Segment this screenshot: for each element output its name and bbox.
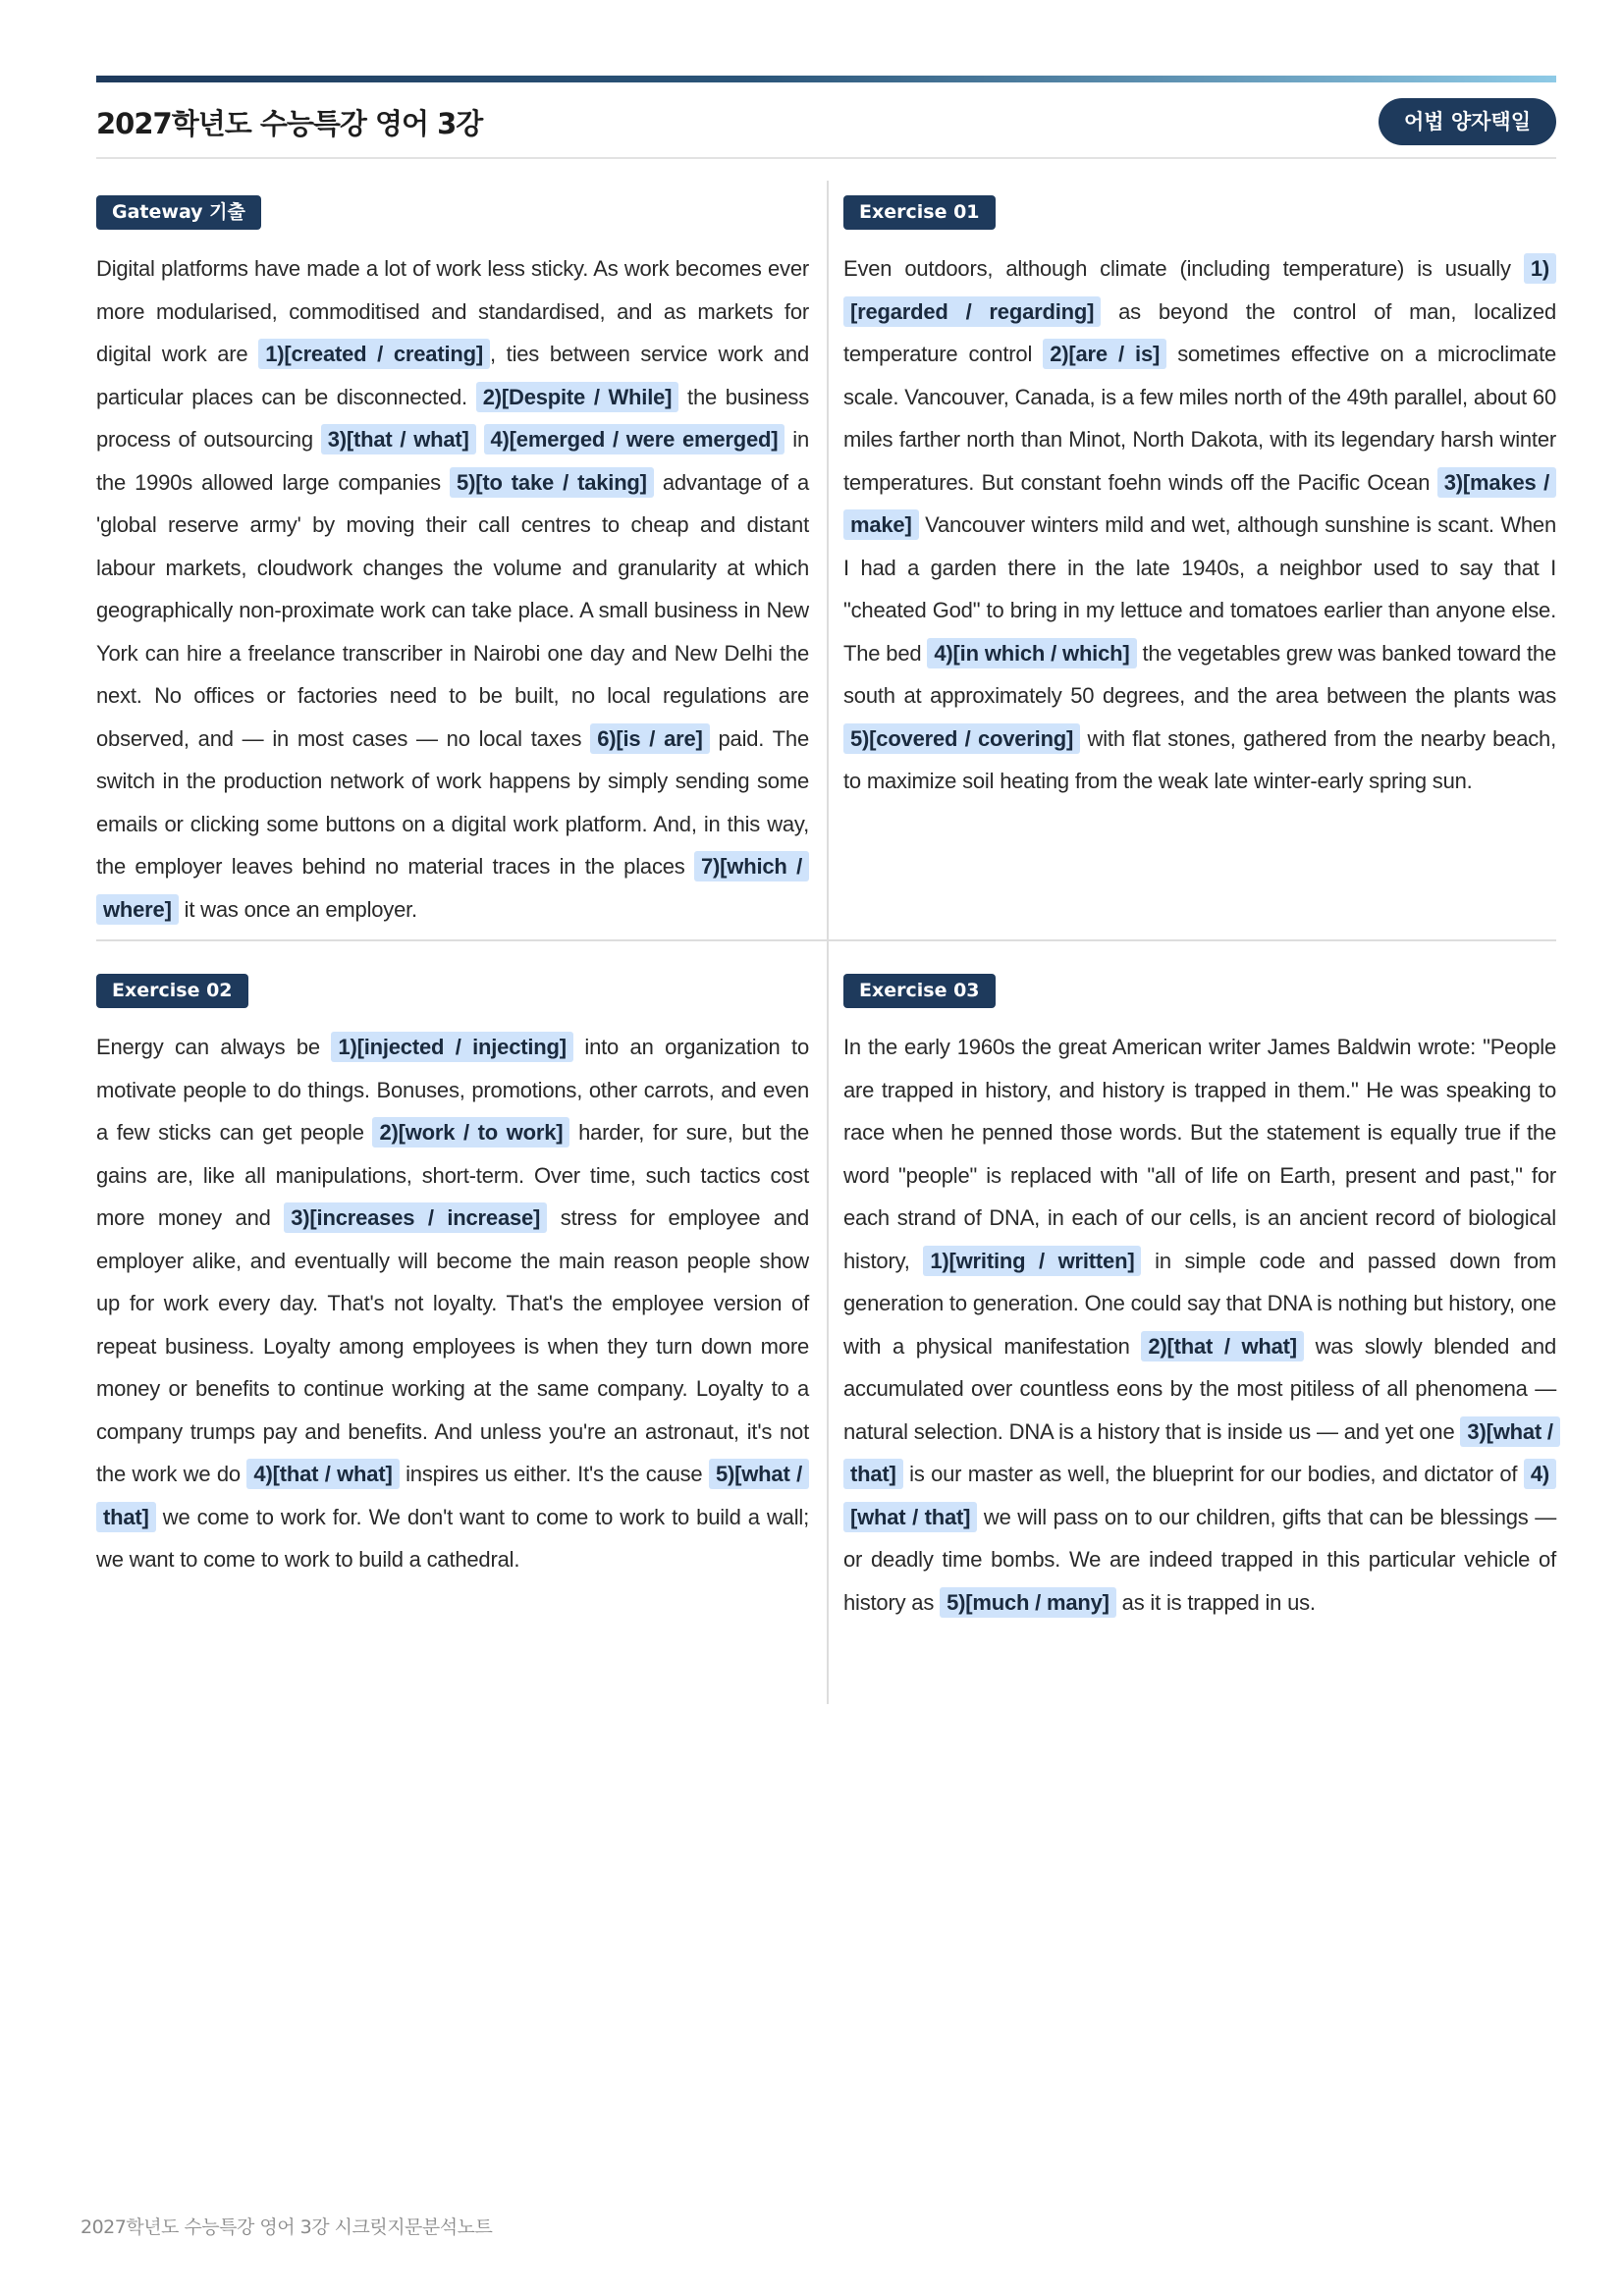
passage-run: as it is trapped in us. <box>1115 1589 1316 1615</box>
passage-run: is our master as well, the blueprint for our bodies, and dictator of <box>902 1462 1524 1486</box>
passage-run: the business process of outsourcing <box>96 384 809 452</box>
passage-run: it was once an employer. <box>178 896 417 922</box>
choice-blank: 1)[writing / written] <box>923 1246 1141 1276</box>
page-title: 2027학년도 수능특강 영어 3강 <box>96 107 483 140</box>
choice-blank: 2)[Despite / While] <box>476 382 679 412</box>
row-divider <box>96 939 1556 941</box>
passage-run: Even outdoors, although climate (including temperature) is usually <box>843 256 1524 281</box>
choice-blank: 4)[emerged / were emerged] <box>484 424 785 454</box>
passage-run: harder, for sure, but the gains are, like all manipulations, short-term. Over time, such tactics cost more money and <box>96 1120 809 1230</box>
choice-blank: 5)[to take / taking] <box>450 467 654 498</box>
choice-blank: 4)[in which / which] <box>927 638 1136 668</box>
passage-run: in simple code and passed down from generation to generation. One could say that DNA is nothing but history, one with a physical manifestation <box>843 1248 1556 1359</box>
choice-blank: 1)[created / creating] <box>258 339 490 369</box>
choice-blank: 3)[that / what] <box>321 424 476 454</box>
choice-blank: 3)[what / that] <box>843 1416 1560 1490</box>
passage-run <box>476 427 484 452</box>
section-gateway <box>96 195 809 931</box>
choice-blank: 2)[that / what] <box>1141 1331 1304 1362</box>
section-label: Exercise 03 <box>843 974 996 1008</box>
section-label: Exercise 01 <box>843 195 996 230</box>
passage-run: the vegetables grew was banked toward the south at approximately 50 degrees, and the area between the plants was <box>843 640 1556 708</box>
choice-blank: 4)[that / what] <box>246 1459 399 1489</box>
choice-blank: 5)[covered / covering] <box>843 723 1080 754</box>
passage-text <box>96 247 809 931</box>
column-divider <box>827 181 829 1704</box>
choice-blank: 2)[work / to work] <box>372 1117 569 1148</box>
passage-run: we come to work for. We don't want to come to work to build a wall; we want to come to work to build a cathedral. <box>96 1504 809 1572</box>
choice-blank: 5)[what / that] <box>96 1459 809 1532</box>
section-exercise-02 <box>96 974 809 1581</box>
passage-text <box>843 247 1556 803</box>
choice-blank: 7)[which / where] <box>96 851 809 925</box>
passage-run: was slowly blended and accumulated over countless eons by the most pitiless of all phenomena — natural selection. DNA is a history that is inside us — and yet one <box>843 1333 1556 1444</box>
header-accent-bar <box>96 76 1556 82</box>
passage-run: sometimes effective on a microclimate scale. Vancouver, Canada, is a few miles north of the 49th parallel, about 60 miles farther north than Minot, North Dakota, with its legendary harsh winter temperatures. But constant foehn winds off the Pacific Ocean <box>843 342 1557 495</box>
passage-run: , ties between service work and particular places can be disconnected. <box>96 342 809 409</box>
passage-run: advantage of a 'global reserve army' by moving their call centres to cheap and distant labour markets, cloudwork changes the volume and granularity at which geographically non-proximate work can take place. A small business in New York can hire a freelance transcriber in Nairobi one day and New Delhi the next. No offices or factories need to be built, no local regulations are observed, and — in most cases — no local taxes <box>96 469 809 751</box>
passage-run: In the early 1960s the great American writer James Baldwin wrote: "People are trapped in history, and history is trapped in them." He was speaking to race when he penned those words. But the statement is equally true if the word "people" is replaced with "all of life on Earth, present and past," for each strand of DNA, in each of our cells, is an ancient record of biological history, <box>843 1035 1556 1273</box>
passage-run: Vancouver winters mild and wet, although sunshine is scant. When I had a garden there in the late 1940s, a neighbor used to say that I "cheated God" to bring in my lettuce and tomatoes earlier than anyone else. The bed <box>843 512 1556 666</box>
section-exercise-01 <box>843 195 1556 803</box>
choice-blank: 3)[makes / make] <box>843 467 1556 541</box>
passage-run: into an organization to motivate people to do things. Bonuses, promotions, other carrots, and even a few sticks can get people <box>96 1035 809 1145</box>
passage-run: Energy can always be <box>96 1035 332 1059</box>
passage-run: inspires us either. It's the cause <box>399 1462 709 1486</box>
passage-text <box>96 1026 809 1581</box>
topic-badge: 어법 양자택일 <box>1379 98 1556 145</box>
choice-blank: 3)[increases / increase] <box>284 1202 547 1233</box>
section-label: Exercise 02 <box>96 974 248 1008</box>
page-footer: 2027학년도 수능특강 영어 3강 시크릿지문분석노트 <box>81 2216 493 2238</box>
choice-blank: 1)[injected / injecting] <box>331 1032 572 1062</box>
choice-blank: 2)[are / is] <box>1043 339 1166 369</box>
section-exercise-03 <box>843 974 1556 1624</box>
choice-blank: 6)[is / are] <box>590 723 709 754</box>
choice-blank: 1)[regarded / regarding] <box>843 253 1556 327</box>
passage-text <box>843 1026 1556 1624</box>
page-header <box>96 98 1556 159</box>
passage-run: as beyond the control of man, localized temperature control <box>843 298 1556 366</box>
passage-run: paid. The switch in the production network of work happens by simply sending some emails or clicking some buttons on a digital work platform. And, in this way, the employer leaves behind no material traces in the places <box>96 725 809 879</box>
passage-run: we will pass on to our children, gifts that can be blessings — or deadly time bombs. We are indeed trapped in this particular vehicle of history as <box>843 1504 1557 1615</box>
choice-blank: 5)[much / many] <box>940 1587 1116 1618</box>
section-label: Gateway 기출 <box>96 195 261 230</box>
passage-run: with flat stones, gathered from the nearby beach, to maximize soil heating from the weak late winter-early spring sun. <box>843 725 1556 793</box>
passage-run: stress for employee and employer alike, and eventually will become the main reason people show up for work every day. That's not loyalty. That's the employee version of repeat business. Loyalty among employees is when they turn down more money or benefits to continue working at the same company. Loyalty to a company trumps pay and benefits. And unless you're an astronaut, it's not the work we do <box>96 1205 810 1486</box>
passage-run: Digital platforms have made a lot of work less sticky. As work becomes ever more modularised, commoditised and standardised, and as markets for digital work are <box>96 256 809 366</box>
passage-run: in the 1990s allowed large companies <box>96 427 809 495</box>
choice-blank: 4)[what / that] <box>843 1459 1556 1532</box>
